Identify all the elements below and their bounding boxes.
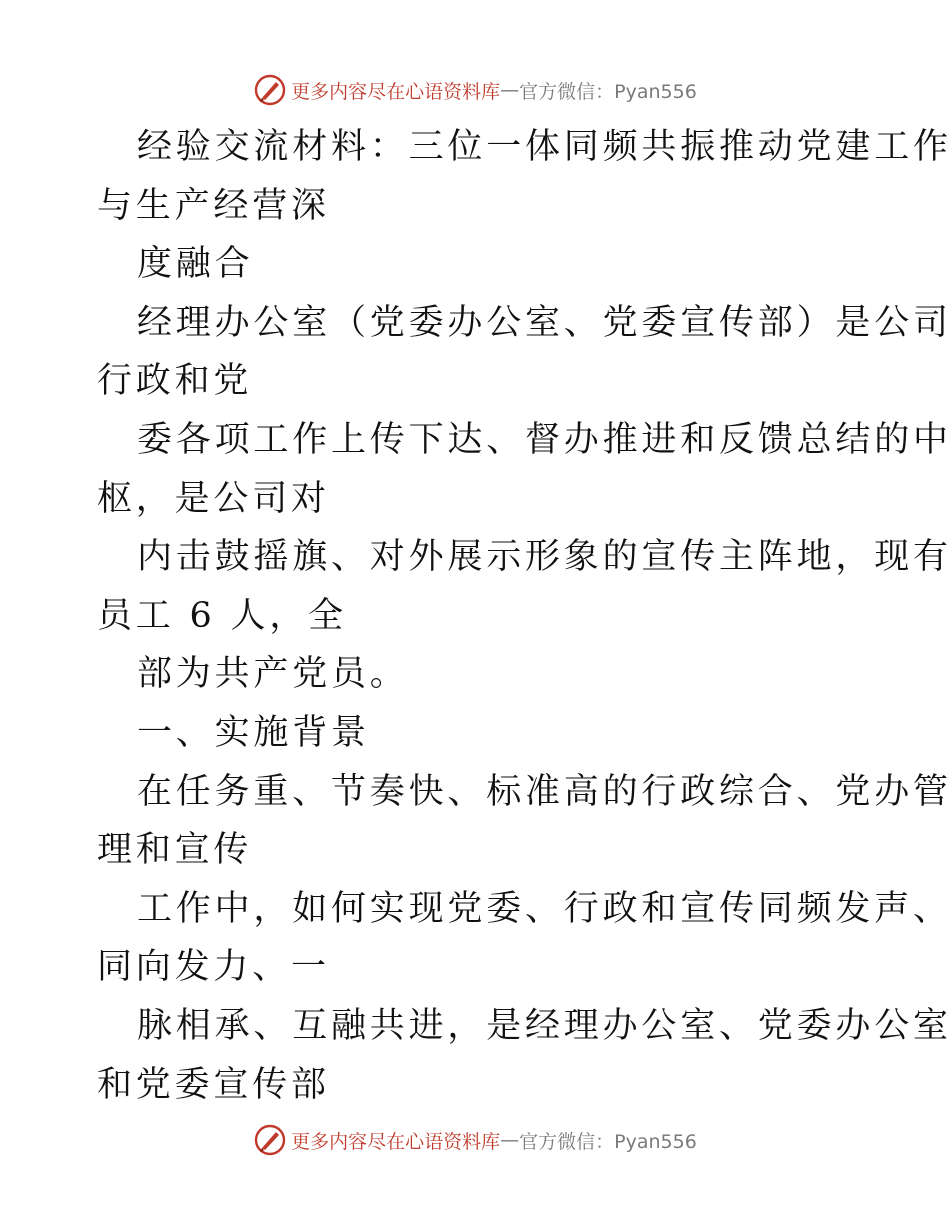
watermark-site-text: 更多内容尽在心语资料库 (291, 80, 501, 103)
quill-pen-icon (253, 73, 287, 107)
section-heading: 一、实施背景 (137, 712, 370, 753)
paragraph-line: 行政和党 (97, 361, 253, 402)
paragraph-line: 经理办公室（党委办公室、党委宣传部）是公司 (137, 302, 952, 343)
document-body (97, 118, 952, 1114)
watermark-dash: — (500, 79, 520, 101)
paragraph-line: 部为共产党员。 (137, 654, 409, 695)
paragraph-line: 委各项工作上传下达、督办推进和反馈总结的中 (137, 419, 952, 460)
paragraph-line: 内击鼓摇旗、对外展示形象的宣传主阵地，现有 (137, 537, 952, 578)
paragraph-line: 枢，是公司对 (97, 478, 330, 519)
watermark-wechat-text: 官方微信：Pyan556 (519, 1130, 697, 1153)
watermark-header (0, 70, 950, 110)
watermark-site-text: 更多内容尽在心语资料库 (291, 1130, 501, 1153)
watermark-dash: — (500, 1129, 520, 1151)
paragraph-line: 工作中，如何实现党委、行政和宣传同频发声、 (137, 888, 952, 929)
watermark-wechat-text: 官方微信：Pyan556 (519, 80, 697, 103)
paragraph-line: 和党委宣传部 (97, 1064, 330, 1105)
title-line-1: 经验交流材料：三位一体同频共振推动党建工作 (137, 127, 952, 167)
paragraph-line: 同向发力、一 (97, 947, 330, 988)
paragraph-line: 理和宣传 (97, 830, 253, 871)
title-line-3: 度融合 (137, 244, 254, 285)
quill-pen-icon (253, 1123, 287, 1157)
paragraph-line: 员工 6 人，全 (97, 595, 347, 636)
title-line-2: 与生产经营深 (97, 185, 330, 226)
watermark-footer (0, 1120, 950, 1160)
paragraph-line: 脉相承、互融共进，是经理办公室、党委办公室 (137, 1005, 952, 1046)
paragraph-line: 在任务重、节奏快、标准高的行政综合、党办管 (137, 771, 952, 812)
